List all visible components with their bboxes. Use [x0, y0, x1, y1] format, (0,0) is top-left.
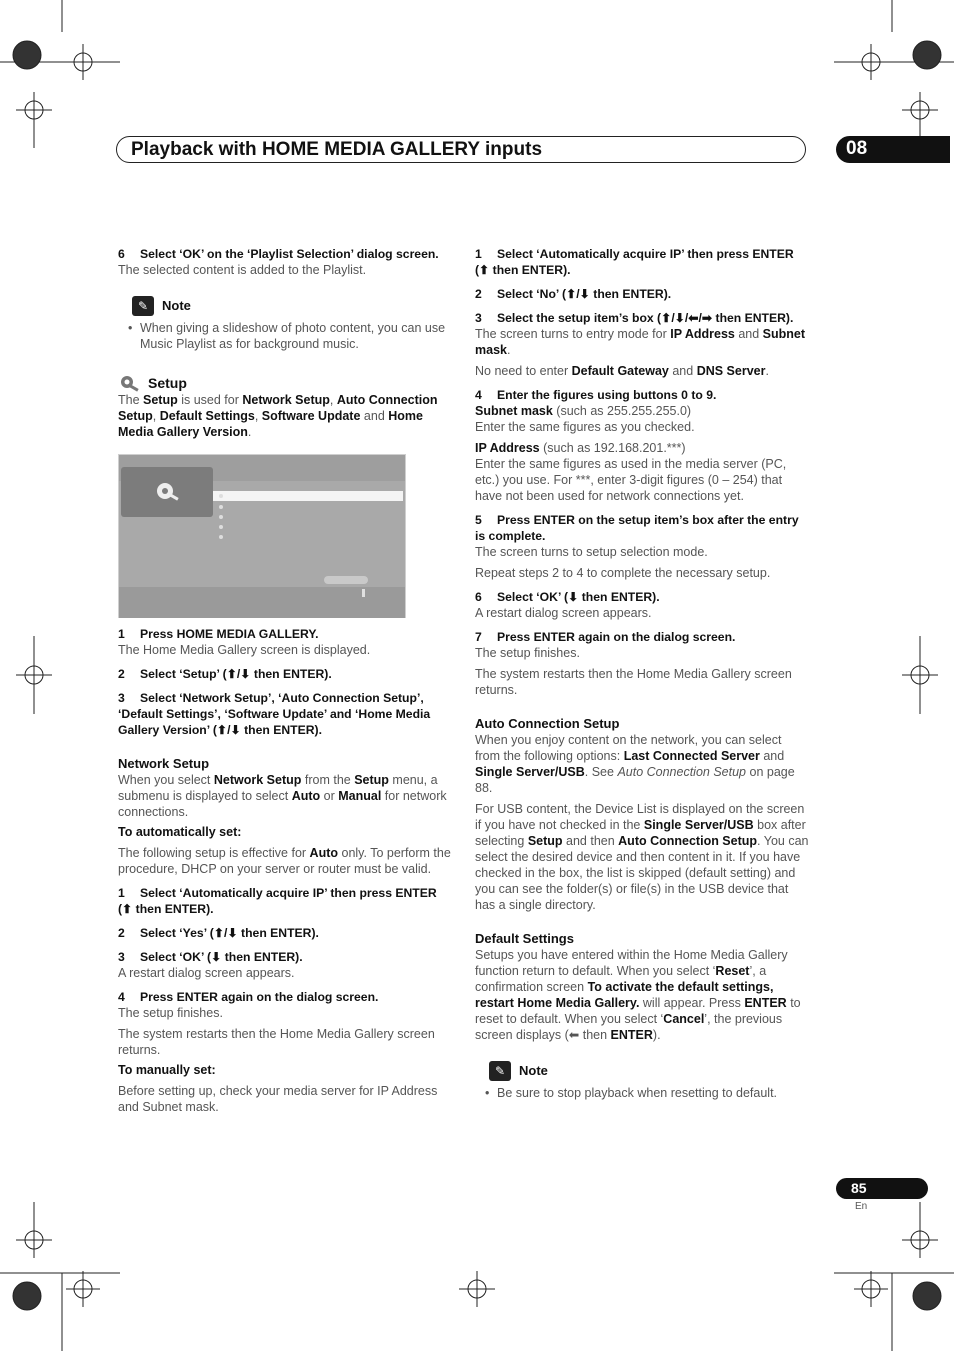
step-3: 3 Select ‘Network Setup’, ‘Auto Connection Setup’, ‘Default Settings’, ‘Software Update’ and ‘Home Media Gallery Version’ (⬆/⬇ then ENTER).	[118, 691, 431, 737]
auto-step-4-body: The setup finishes.	[118, 1006, 223, 1020]
auto-step-4-body-2: The system restarts then the Home Media Gallery screen returns.	[118, 1027, 435, 1057]
auto-set-body: The following setup is effective for Auto only. To perform the procedure, DHCP on your server or router must be valid.	[118, 846, 451, 876]
manual-step-4: 4 Enter the figures using buttons 0 to 9.	[475, 388, 717, 402]
manual-step-5: 5 Press ENTER on the setup item’s box after the entry is complete.	[475, 513, 799, 543]
note-bullet: • When giving a slideshow of photo content, you can use Music Playlist as for background music.	[128, 321, 446, 351]
auto-step-3: 3 Select ‘OK’ (⬇ then ENTER).	[118, 950, 303, 964]
auto-connection-body-1: When you enjoy content on the network, you can select from the following options: Last Connected Server and Single Server/USB. See Auto Connection Setup on page 88.	[475, 733, 795, 795]
pencil-note-icon: ✎	[132, 296, 154, 316]
page-title: Playback with HOME MEDIA GALLERY inputs	[131, 139, 543, 160]
menu-button	[324, 576, 368, 584]
auto-set-heading: To automatically set:	[118, 825, 242, 839]
manual-step-5-body: The screen turns to setup selection mode.	[475, 545, 708, 559]
step-6: 6 Select ‘OK’ on the ‘Playlist Selection’ dialog screen.	[118, 247, 439, 261]
left-column	[118, 246, 452, 1115]
auto-step-3-body: A restart dialog screen appears.	[118, 966, 295, 980]
manual-step-2: 2 Select ‘No’ (⬆/⬇ then ENTER).	[475, 287, 672, 301]
auto-connection-body-2: For USB content, the Device List is displayed on the screen if you have not checked in the Single Server/USB box after selecting Setup and then Auto Connection Setup. You can select the desired device and then content in it. If you have checked in the box, the list is skipped (default setting) and you can see the folder(s) or file(s) in the USB device that has a single directory.	[475, 802, 809, 912]
manual-step-3-body: The screen turns to entry mode for IP Address and Subnet mask.	[475, 327, 806, 357]
step-1-body: The Home Media Gallery screen is displayed.	[118, 643, 371, 657]
setup-menu-screenshot	[118, 454, 406, 618]
step-6-body: The selected content is added to the Playlist.	[118, 263, 367, 277]
subnet-body: Enter the same figures as you checked.	[475, 420, 695, 434]
setup-intro: The Setup is used for Network Setup, Auto Connection Setup, Default Settings, Software Update and Home Media Gallery Version.	[118, 393, 438, 439]
auto-connection-setup-heading: Auto Connection Setup	[475, 716, 620, 731]
pencil-note-icon: ✎	[489, 1061, 511, 1081]
ip-line: IP Address (such as 192.168.201.***)	[475, 441, 686, 455]
manual-step-6-body: A restart dialog screen appears.	[475, 606, 652, 620]
manual-step-7-body-2: The system restarts then the Home Media Gallery screen returns.	[475, 667, 792, 697]
manual-set-heading: To manually set:	[118, 1063, 216, 1077]
manual-step-7: 7 Press ENTER again on the dialog screen.	[475, 630, 736, 644]
auto-step-2: 2 Select ‘Yes’ (⬆/⬇ then ENTER).	[118, 926, 319, 940]
network-setup-body: When you select Network Setup from the Setup menu, a submenu is displayed to select Auto or Manual for network connections.	[118, 773, 447, 819]
network-setup-heading: Network Setup	[118, 756, 210, 771]
manual-step-3-body-2: No need to enter Default Gateway and DNS Server.	[475, 364, 769, 378]
ip-body: Enter the same figures as used in the media server (PC, etc.) you use. For ***, enter 3-digit figures (0 – 254) that have not been used for network connections yet.	[475, 457, 787, 503]
selected-menu-row	[213, 491, 403, 501]
manual-step-7-body: The setup finishes.	[475, 646, 580, 660]
right-column	[475, 246, 809, 1101]
chapter-tab	[836, 136, 950, 163]
page-number: 85	[851, 1180, 867, 1196]
manual-step-5-body-2: Repeat steps 2 to 4 to complete the necessary setup.	[475, 566, 771, 580]
chapter-header	[116, 136, 806, 163]
chapter-number: 08	[846, 138, 868, 159]
setup-gear-icon	[118, 374, 142, 392]
note-heading-2: ✎ Note	[489, 1061, 809, 1081]
default-settings-heading: Default Settings	[475, 931, 574, 946]
note-bullet-2: • Be sure to stop playback when resetting to default.	[485, 1086, 778, 1100]
manual-step-1: 1 Select ‘Automatically acquire IP’ then press ENTER (⬆ then ENTER).	[475, 247, 794, 277]
note-heading: ✎ Note	[132, 296, 452, 316]
manual-step-3: 3 Select the setup item’s box (⬆/⬇/⬅/➡ then ENTER).	[475, 311, 794, 325]
step-1: 1 Press HOME MEDIA GALLERY.	[118, 627, 319, 641]
page-number-box	[836, 1178, 928, 1199]
default-settings-body: Setups you have entered within the Home Media Gallery function return to default. When you select ‘Reset’, a confirmation screen To activate the default settings, restart Home Media Gallery. will appear. Press ENTER to reset to default. When you select ‘Cancel’, the previous screen displays (⬅ then ENTER).	[475, 948, 801, 1042]
manual-step-6: 6 Select ‘OK’ (⬇ then ENTER).	[475, 590, 660, 604]
setup-heading: Setup	[118, 374, 452, 392]
manual-set-body: Before setting up, check your media server for IP Address and Subnet mask.	[118, 1084, 438, 1114]
language-code: En	[855, 1201, 868, 1212]
setup-menu-icon	[121, 467, 213, 517]
auto-step-1: 1 Select ‘Automatically acquire IP’ then press ENTER (⬆ then ENTER).	[118, 886, 437, 916]
auto-step-4: 4 Press ENTER again on the dialog screen.	[118, 990, 379, 1004]
subnet-line: Subnet mask (such as 255.255.255.0)	[475, 404, 692, 418]
step-2: 2 Select ‘Setup’ (⬆/⬇ then ENTER).	[118, 667, 332, 681]
